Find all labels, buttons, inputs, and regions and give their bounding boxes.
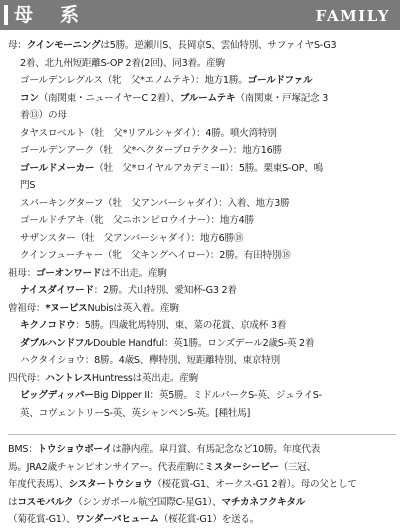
text-span: 門S	[20, 180, 36, 191]
horse-name: キクノコドウ	[20, 320, 76, 331]
text-span: ：2勝。犬山特別、愛知杯-G3 2着	[93, 285, 237, 296]
text-span: ハクタイショウ：8勝。4歳S、欅特別、短距離特別、東京特別	[20, 355, 280, 366]
horse-name: ゴーオンワード	[36, 267, 102, 279]
header-accent-bar	[4, 5, 8, 25]
horse-name: ミスターシービー	[204, 461, 279, 473]
family-line	[8, 37, 396, 55]
horse-name: ブルームテキ	[179, 92, 236, 104]
text-span: 着⑬）の母	[20, 110, 67, 121]
family-line	[8, 142, 396, 160]
text-span: 四代母：	[8, 372, 46, 384]
text-span: Nubisは英入着。産駒	[87, 302, 179, 314]
family-line	[8, 90, 396, 108]
family-line	[8, 247, 396, 265]
horse-name: トウショウボーイ	[37, 444, 113, 455]
text-span: （三冠、	[278, 461, 316, 473]
text-span: Huntressは英出走。産駒	[91, 372, 198, 384]
horse-name: *ヌービス	[45, 302, 88, 314]
text-span: （桜花賞-G1）を送る。	[158, 514, 260, 525]
horse-name: クインモーニング	[26, 40, 101, 51]
text-span: ゴールデンアーク（牡 父*ヘクタープロテクター）：地方16勝	[20, 145, 282, 156]
pedigree-text	[8, 37, 396, 529]
text-span: 曾祖母：	[8, 302, 46, 314]
text-span: 祖母：	[8, 267, 37, 279]
section-header	[0, 0, 400, 30]
horse-name: ゴールドファル	[247, 75, 313, 86]
text-span: ：5勝。四歳牝馬特別、東、菜の花賞、京成杯 3着	[75, 320, 287, 331]
text-span: （シンガポール航空国際C-星G1）、	[73, 496, 222, 508]
horse-name: ビッグディッパー	[20, 390, 94, 401]
bms-line	[8, 476, 396, 494]
text-span: クインフューチャー（牝 父キングヘイロー）：2勝。有田特別⑱	[20, 250, 291, 261]
horse-name: ハントレス	[45, 372, 92, 384]
family-line	[8, 405, 396, 423]
text-span: （牡 父*ロイヤルアカデミーII）：5勝。栗東S-OP、鳴	[94, 162, 323, 174]
family-line	[8, 317, 396, 335]
spacer	[8, 422, 396, 432]
text-span: 年度代表馬）、	[8, 479, 69, 490]
text-span: タヤスロベルト（牡 父*リアルシャダイ）：4勝。噴火湾特別	[20, 127, 277, 139]
family-line	[8, 55, 396, 73]
family-line	[8, 177, 396, 195]
bms-line	[8, 441, 396, 459]
family-line	[8, 107, 396, 125]
text-span: スパーキングターフ（牡 父アンバーシャダイ）：入着、地方3勝	[20, 197, 290, 209]
text-span: 母：	[8, 40, 27, 51]
section-subtitle: FAMILY	[315, 7, 390, 25]
family-line	[8, 265, 396, 283]
text-span: Big Dipper II：英5勝。ミドルパークS-英、ジュライS-	[93, 390, 322, 401]
bms-line	[8, 511, 396, 529]
horse-name: コン	[20, 92, 39, 104]
family-line	[8, 387, 396, 405]
text-span: BMS：	[8, 444, 38, 455]
bms-line	[8, 494, 396, 512]
horse-name: ダブルハンドフル	[20, 337, 94, 349]
text-span: は5勝。逆瀬川S、長岡京S、雲仙特別、サファイヤS-G3	[100, 40, 337, 51]
horse-name: シスタートウショウ	[68, 479, 153, 490]
text-span: （桜花賞-G1、オークス-G1 2着）。母の父として	[152, 479, 357, 490]
family-line	[8, 352, 396, 370]
text-span: 2着、北九州短距離S-OP 2着(2回)、同3着。産駒	[20, 57, 225, 69]
text-span: サザンスター（牡 父アンバーシャダイ）：地方6勝⑱	[20, 232, 244, 244]
horse-name: マチカネフクキタル	[221, 496, 306, 508]
text-span: （南関東・戸塚記念 3	[235, 92, 329, 104]
text-span: ゴールドチアキ（牝 父ニホンピロウイナー）：地方4勝	[20, 215, 254, 226]
horse-name: ゴールドメーカー	[20, 162, 95, 174]
horse-name: コスモバルク	[17, 496, 74, 508]
family-line	[8, 72, 396, 90]
text-span: 馬。JRA2歳チャンピオンサイアー。代表産駒に	[8, 461, 205, 473]
divider	[8, 434, 396, 435]
family-line	[8, 195, 396, 213]
family-line	[8, 212, 396, 230]
horse-name: ワンダーパヒューム	[75, 514, 159, 525]
bms-line	[8, 459, 396, 477]
text-span: は不出走。産駒	[101, 267, 167, 279]
text-span: 英、コヴェントリーS-英、英シャンペンS-英。[種牡馬]	[20, 407, 251, 419]
section-title: 母 系	[14, 4, 84, 26]
family-line	[8, 300, 396, 318]
family-line	[8, 370, 396, 388]
family-line	[8, 230, 396, 248]
bms-lines	[8, 441, 396, 529]
horse-name: ナイスダイワード	[20, 285, 94, 296]
text-span: は静内産。皐月賞、有馬記念など10勝。年度代表	[112, 444, 321, 455]
family-line	[8, 160, 396, 178]
text-span: Double Handful：英1勝。ロンズデール2歳S-英 2着	[93, 337, 315, 349]
family-lines	[8, 37, 396, 422]
text-span: （南関東・ニューイヤーC 2着）、	[38, 92, 180, 104]
text-span: （菊花賞-G1）、	[8, 514, 76, 525]
text-span: は	[8, 496, 18, 508]
text-span: ゴールデンレグルス（牝 父*エノムテキ）：地方1勝。	[20, 75, 248, 86]
family-line	[8, 335, 396, 353]
family-line	[8, 282, 396, 300]
family-line	[8, 125, 396, 143]
